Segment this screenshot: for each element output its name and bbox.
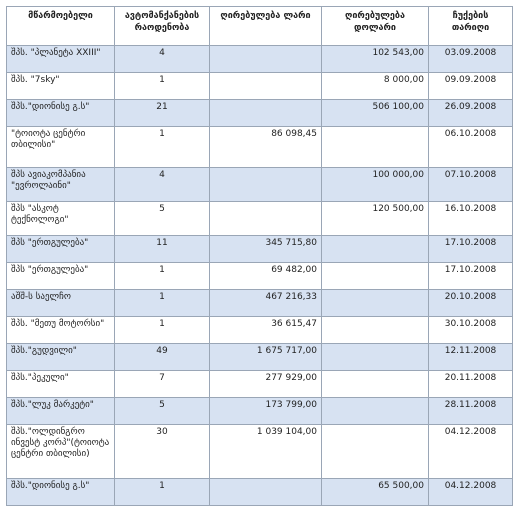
value-lari-cell: 345 715,80 <box>210 236 322 263</box>
car-count-cell: 4 <box>115 46 210 73</box>
company-cell: შპს."დიონისე გ.ს" <box>7 479 115 506</box>
table-row <box>7 398 513 425</box>
header-manufacturer: მწარმოებელი <box>7 7 115 46</box>
value-lari-cell <box>210 479 322 506</box>
gift-date-cell: 07.10.2008 <box>429 168 513 202</box>
value-lari-cell <box>210 202 322 236</box>
table-row <box>7 425 513 479</box>
car-count-cell: 1 <box>115 263 210 290</box>
value-dollar-cell <box>322 290 429 317</box>
table-row <box>7 202 513 236</box>
gift-date-cell: 06.10.2008 <box>429 127 513 168</box>
gift-date-cell: 04.12.2008 <box>429 425 513 479</box>
table-row <box>7 344 513 371</box>
value-lari-cell: 173 799,00 <box>210 398 322 425</box>
table-row <box>7 371 513 398</box>
gift-date-cell: 16.10.2008 <box>429 202 513 236</box>
value-dollar-cell <box>322 317 429 344</box>
company-cell: შპს. "პლანეტა XXIII" <box>7 46 115 73</box>
gift-date-cell: 26.09.2008 <box>429 100 513 127</box>
car-count-cell: 1 <box>115 479 210 506</box>
value-dollar-cell <box>322 398 429 425</box>
gift-date-cell: 17.10.2008 <box>429 263 513 290</box>
car-count-cell: 5 <box>115 202 210 236</box>
table-row <box>7 168 513 202</box>
car-count-cell: 49 <box>115 344 210 371</box>
car-count-cell: 1 <box>115 290 210 317</box>
company-cell: შპს. "7sky" <box>7 73 115 100</box>
table-row <box>7 290 513 317</box>
value-dollar-cell: 8 000,00 <box>322 73 429 100</box>
car-count-cell: 4 <box>115 168 210 202</box>
car-count-cell: 21 <box>115 100 210 127</box>
value-lari-cell <box>210 46 322 73</box>
value-lari-cell: 86 098,45 <box>210 127 322 168</box>
value-lari-cell <box>210 168 322 202</box>
car-count-cell: 1 <box>115 73 210 100</box>
header-value-dollar: ღირებულება დოლარი <box>322 7 429 46</box>
value-dollar-cell <box>322 344 429 371</box>
table-row <box>7 127 513 168</box>
gift-date-cell: 09.09.2008 <box>429 73 513 100</box>
value-dollar-cell <box>322 371 429 398</box>
company-cell: შპს "ერთგულება" <box>7 236 115 263</box>
table-row <box>7 236 513 263</box>
value-lari-cell: 277 929,00 <box>210 371 322 398</box>
gift-date-cell: 28.11.2008 <box>429 398 513 425</box>
header-car-count: ავტომანქანების რაოდენობა <box>115 7 210 46</box>
value-dollar-cell: 100 000,00 <box>322 168 429 202</box>
value-lari-cell: 1 039 104,00 <box>210 425 322 479</box>
gift-date-cell: 17.10.2008 <box>429 236 513 263</box>
company-cell: შპს ავიაკომპანია "ევროლაინი" <box>7 168 115 202</box>
gift-date-cell: 03.09.2008 <box>429 46 513 73</box>
gift-date-cell: 04.12.2008 <box>429 479 513 506</box>
gift-date-cell: 30.10.2008 <box>429 317 513 344</box>
car-count-cell: 1 <box>115 127 210 168</box>
car-count-cell: 7 <box>115 371 210 398</box>
value-lari-cell: 1 675 717,00 <box>210 344 322 371</box>
company-cell: აშშ-ს საელჩო <box>7 290 115 317</box>
car-count-cell: 11 <box>115 236 210 263</box>
company-cell: შპს. "მეთუ მოტორსი" <box>7 317 115 344</box>
value-dollar-cell: 120 500,00 <box>322 202 429 236</box>
value-dollar-cell <box>322 127 429 168</box>
car-count-cell: 5 <box>115 398 210 425</box>
table-row <box>7 46 513 73</box>
value-dollar-cell <box>322 236 429 263</box>
header-value-lari: ღირებულება ლარი <box>210 7 322 46</box>
table-row <box>7 479 513 506</box>
value-lari-cell <box>210 73 322 100</box>
company-cell: შპს."დიონისე გ.ს" <box>7 100 115 127</box>
company-cell: შპს."გუდვილი" <box>7 344 115 371</box>
header-row <box>7 7 513 46</box>
value-dollar-cell: 65 500,00 <box>322 479 429 506</box>
value-dollar-cell <box>322 425 429 479</box>
company-cell: შპს."ოლდინგრო ინვესტ კორპ"(ტოიოტა ცენტრი თბილისი) <box>7 425 115 479</box>
value-lari-cell <box>210 100 322 127</box>
value-dollar-cell <box>322 263 429 290</box>
company-cell: შპს."ლუკ მარკეტი" <box>7 398 115 425</box>
company-cell: შპს "ასკოტ ტექნოლოგი" <box>7 202 115 236</box>
gift-date-cell: 20.10.2008 <box>429 290 513 317</box>
table-row <box>7 73 513 100</box>
value-dollar-cell: 102 543,00 <box>322 46 429 73</box>
car-count-cell: 30 <box>115 425 210 479</box>
car-donations-table <box>6 6 513 506</box>
table-row <box>7 263 513 290</box>
company-cell: შპს "ერთგულება" <box>7 263 115 290</box>
company-cell: "ტოიოტა ცენტრი თბილისი" <box>7 127 115 168</box>
value-dollar-cell: 506 100,00 <box>322 100 429 127</box>
value-lari-cell: 36 615,47 <box>210 317 322 344</box>
table-row <box>7 100 513 127</box>
car-count-cell: 1 <box>115 317 210 344</box>
gift-date-cell: 20.11.2008 <box>429 371 513 398</box>
gift-date-cell: 12.11.2008 <box>429 344 513 371</box>
header-gift-date: ჩუქების თარიღი <box>429 7 513 46</box>
company-cell: შპს."პეკული" <box>7 371 115 398</box>
table-row <box>7 317 513 344</box>
value-lari-cell: 467 216,33 <box>210 290 322 317</box>
value-lari-cell: 69 482,00 <box>210 263 322 290</box>
